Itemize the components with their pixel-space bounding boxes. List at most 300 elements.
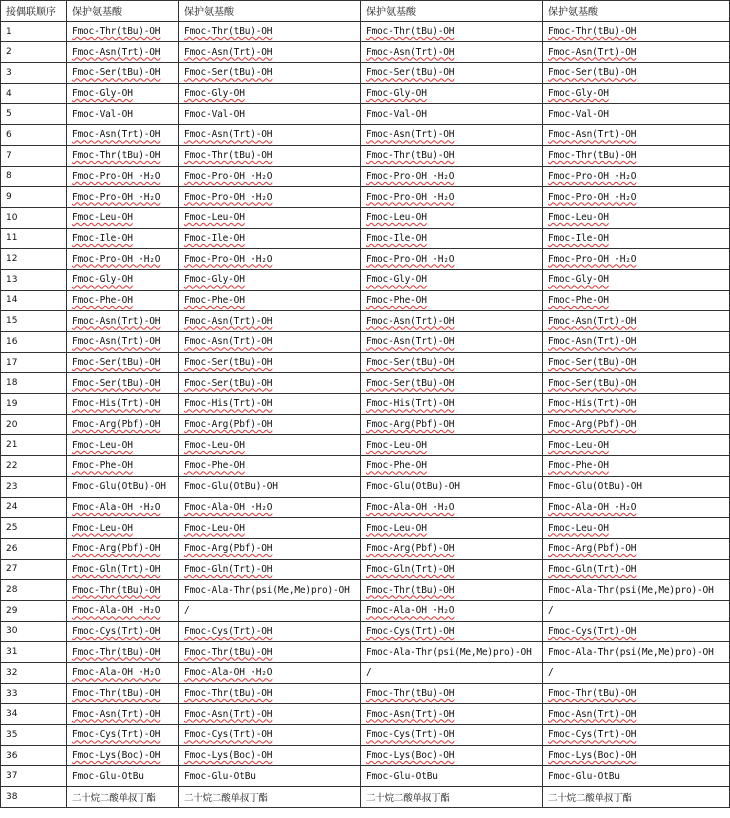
amino-acid-name: Fmoc-Arg(Pbf)-OH [366,543,455,555]
amino-acid-cell [67,125,179,146]
amino-acid-name: Fmoc-Ile-OH [72,232,133,244]
coupling-order-number: 14 [1,290,67,311]
amino-acid-name: Fmoc-Cys(Trt)-OH [366,729,455,741]
amino-acid-cell [543,518,730,539]
amino-acid-name: Fmoc-Ser(tBu)-OH [72,67,161,79]
amino-acid-cell [361,766,543,787]
table-row [1,104,730,125]
table-row [1,621,730,642]
amino-acid-name: Fmoc-Lys(Boc)-OH [548,750,637,762]
amino-acid-name: Fmoc-Arg(Pbf)-OH [184,419,273,431]
amino-acid-name: Fmoc-Gly-OH [548,88,609,100]
amino-acid-cell [543,394,730,415]
amino-acid-cell [179,83,361,104]
amino-acid-name: Fmoc-Gly-OH [548,274,609,286]
amino-acid-cell [361,538,543,559]
table-row [1,269,730,290]
coupling-order-number: 6 [1,125,67,146]
table-row [1,725,730,746]
amino-acid-name: Fmoc-Asn(Trt)-OH [184,708,273,720]
coupling-order-number: 35 [1,725,67,746]
amino-acid-cell [179,414,361,435]
amino-acid-name: 二十烷二酸单叔丁酯 [184,792,268,804]
amino-acid-name: Fmoc-Gln(Trt)-OH [548,563,637,575]
amino-acid-cell [179,42,361,63]
amino-acid-name: Fmoc-Ala-OH ·H₂O [72,667,161,679]
table-row [1,704,730,725]
amino-acid-cell [67,683,179,704]
amino-acid-cell [543,559,730,580]
amino-acid-name: Fmoc-Thr(tBu)-OH [366,26,455,38]
amino-acid-cell [67,269,179,290]
amino-acid-cell [543,663,730,684]
amino-acid-name: / [184,605,190,617]
amino-acid-cell [179,766,361,787]
amino-acid-cell [67,311,179,332]
amino-acid-cell [361,559,543,580]
amino-acid-name: Fmoc-Phe-OH [548,460,609,472]
amino-acid-cell [67,497,179,518]
amino-acid-cell [543,476,730,497]
amino-acid-cell [179,518,361,539]
amino-acid-cell [67,21,179,42]
amino-acid-cell [543,125,730,146]
amino-acid-cell [361,414,543,435]
amino-acid-cell [543,83,730,104]
amino-acid-name: Fmoc-Ser(tBu)-OH [184,67,273,79]
amino-acid-cell [67,663,179,684]
table-row [1,249,730,270]
amino-acid-name: Fmoc-Pro-OH ·H₂O [184,191,273,203]
amino-acid-name: Fmoc-Ala-OH ·H₂O [366,605,455,617]
amino-acid-name: Fmoc-Ser(tBu)-OH [184,377,273,389]
amino-acid-name: Fmoc-Ser(tBu)-OH [184,357,273,369]
table-row [1,21,730,42]
amino-acid-name: Fmoc-Phe-OH [184,294,245,306]
amino-acid-cell [67,704,179,725]
coupling-order-number: 17 [1,352,67,373]
amino-acid-name: Fmoc-Asn(Trt)-OH [548,336,637,348]
amino-acid-cell [543,766,730,787]
amino-acid-name: Fmoc-Thr(tBu)-OH [366,688,455,700]
amino-acid-name: Fmoc-Ala-OH ·H₂O [548,501,637,513]
amino-acid-cell [179,704,361,725]
table-row [1,745,730,766]
amino-acid-cell [543,332,730,353]
amino-acid-name: Fmoc-Ala-Thr(psi(Me,Me)pro)-OH [366,646,532,658]
coupling-order-number: 10 [1,207,67,228]
amino-acid-name: Fmoc-Ala-OH ·H₂O [184,501,273,513]
amino-acid-cell [67,518,179,539]
amino-acid-name: Fmoc-Asn(Trt)-OH [72,46,161,58]
amino-acid-name: / [548,605,554,617]
amino-acid-name: Fmoc-Thr(tBu)-OH [72,150,161,162]
amino-acid-cell [543,290,730,311]
amino-acid-cell [179,332,361,353]
table-row [1,42,730,63]
amino-acid-cell [179,663,361,684]
amino-acid-name: Fmoc-Pro-OH ·H₂O [366,191,455,203]
table-row [1,766,730,787]
amino-acid-cell [179,683,361,704]
amino-acid-cell [361,63,543,84]
amino-acid-cell [361,621,543,642]
amino-acid-cell [543,600,730,621]
amino-acid-name: Fmoc-Asn(Trt)-OH [184,129,273,141]
amino-acid-name: Fmoc-Asn(Trt)-OH [72,315,161,327]
amino-acid-name: Fmoc-Ala-OH ·H₂O [72,501,161,513]
coupling-order-number: 36 [1,745,67,766]
amino-acid-name: Fmoc-Asn(Trt)-OH [548,708,637,720]
amino-acid-name: Fmoc-Glu-OtBu [184,770,256,782]
amino-acid-name: Fmoc-Leu-OH [548,439,609,451]
amino-acid-cell [543,373,730,394]
amino-acid-cell [361,394,543,415]
amino-acid-name: Fmoc-Ile-OH [184,232,245,244]
amino-acid-name: Fmoc-Ser(tBu)-OH [548,357,637,369]
table-row [1,187,730,208]
table-row [1,414,730,435]
amino-acid-cell [67,538,179,559]
amino-acid-name: Fmoc-Glu(OtBu)-OH [548,481,642,493]
amino-acid-cell [361,83,543,104]
amino-acid-cell [543,725,730,746]
amino-acid-name: Fmoc-Ser(tBu)-OH [366,357,455,369]
amino-acid-name: Fmoc-Ser(tBu)-OH [548,67,637,79]
amino-acid-name: Fmoc-Thr(tBu)-OH [366,584,455,596]
amino-acid-name: Fmoc-Ser(tBu)-OH [72,377,161,389]
amino-acid-cell [67,187,179,208]
coupling-order-number: 32 [1,663,67,684]
amino-acid-cell [179,166,361,187]
table-row [1,228,730,249]
amino-acid-cell [361,663,543,684]
amino-acid-name: Fmoc-Asn(Trt)-OH [548,46,637,58]
amino-acid-cell [179,207,361,228]
amino-acid-cell [67,600,179,621]
amino-acid-name: Fmoc-Pro-OH ·H₂O [72,191,161,203]
amino-acid-cell [67,394,179,415]
amino-acid-cell [67,332,179,353]
amino-acid-cell [543,145,730,166]
amino-acid-name: Fmoc-Asn(Trt)-OH [72,336,161,348]
amino-acid-name: Fmoc-Cys(Trt)-OH [548,625,637,637]
amino-acid-name: Fmoc-Gly-OH [366,274,427,286]
amino-acid-cell [179,394,361,415]
amino-acid-cell [179,125,361,146]
amino-acid-name: Fmoc-Pro-OH ·H₂O [72,253,161,265]
amino-acid-name: Fmoc-Ser(tBu)-OH [366,377,455,389]
amino-acid-cell [543,621,730,642]
amino-acid-name: Fmoc-Arg(Pbf)-OH [548,419,637,431]
amino-acid-name: / [548,667,554,679]
amino-acid-cell [179,63,361,84]
amino-acid-cell [543,311,730,332]
amino-acid-cell [179,580,361,601]
amino-acid-name: Fmoc-Ala-Thr(psi(Me,Me)pro)-OH [548,584,714,596]
amino-acid-name: Fmoc-Arg(Pbf)-OH [366,419,455,431]
amino-acid-name: Fmoc-Thr(tBu)-OH [184,26,273,38]
amino-acid-cell [179,435,361,456]
amino-acid-name: Fmoc-Leu-OH [184,439,245,451]
amino-acid-cell [361,290,543,311]
amino-acid-cell [179,476,361,497]
amino-acid-name: Fmoc-Cys(Trt)-OH [72,625,161,637]
amino-acid-cell [67,145,179,166]
amino-acid-cell [67,559,179,580]
amino-acid-cell [67,621,179,642]
amino-acid-cell [361,228,543,249]
amino-acid-cell [67,207,179,228]
amino-acid-name: 二十烷二酸单叔丁酯 [366,792,450,804]
amino-acid-cell [361,435,543,456]
amino-acid-name: Fmoc-Leu-OH [548,212,609,224]
amino-acid-cell [179,621,361,642]
amino-acid-name: Fmoc-Arg(Pbf)-OH [548,543,637,555]
amino-acid-name: Fmoc-Leu-OH [72,212,133,224]
amino-acid-name: Fmoc-Asn(Trt)-OH [184,46,273,58]
amino-acid-cell [361,704,543,725]
amino-acid-cell [361,332,543,353]
amino-acid-cell [361,456,543,477]
amino-acid-cell [179,600,361,621]
header-row [1,1,730,22]
amino-acid-cell [543,207,730,228]
coupling-order-number: 3 [1,63,67,84]
coupling-order-number: 1 [1,21,67,42]
amino-acid-cell [361,187,543,208]
coupling-order-number: 24 [1,497,67,518]
amino-acid-cell [67,766,179,787]
amino-acid-cell [361,104,543,125]
amino-acid-name: Fmoc-Asn(Trt)-OH [366,336,455,348]
amino-acid-name: Fmoc-Val-OH [366,108,427,120]
amino-acid-cell [67,476,179,497]
header-protected-amino-acid-3: 保护氨基酸 [361,1,543,22]
amino-acid-cell [67,42,179,63]
table-row [1,600,730,621]
amino-acid-cell [179,538,361,559]
amino-acid-name: Fmoc-Ala-OH ·H₂O [72,605,161,617]
coupling-order-number: 27 [1,559,67,580]
amino-acid-name: Fmoc-Glu(OtBu)-OH [72,481,166,493]
amino-acid-cell [179,373,361,394]
amino-acid-cell [67,580,179,601]
amino-acid-cell [543,249,730,270]
amino-acid-name: Fmoc-Phe-OH [184,460,245,472]
amino-acid-name: Fmoc-Glu(OtBu)-OH [184,481,278,493]
amino-acid-name: Fmoc-Leu-OH [366,522,427,534]
amino-acid-cell [543,414,730,435]
amino-acid-name: Fmoc-Gln(Trt)-OH [366,563,455,575]
amino-acid-cell [179,269,361,290]
amino-acid-cell [543,269,730,290]
amino-acid-cell [179,249,361,270]
coupling-order-number: 8 [1,166,67,187]
amino-acid-cell [361,497,543,518]
amino-acid-cell [361,21,543,42]
amino-acid-cell [179,311,361,332]
amino-acid-name: Fmoc-Ala-Thr(psi(Me,Me)pro)-OH [184,584,350,596]
amino-acid-name: Fmoc-Asn(Trt)-OH [366,315,455,327]
amino-acid-name: Fmoc-Asn(Trt)-OH [72,708,161,720]
coupling-order-number: 31 [1,642,67,663]
amino-acid-name: Fmoc-Leu-OH [184,522,245,534]
amino-acid-cell [179,352,361,373]
table-row [1,538,730,559]
coupling-order-number: 5 [1,104,67,125]
amino-acid-cell [543,228,730,249]
amino-acid-cell [543,104,730,125]
table-row [1,332,730,353]
amino-acid-name: Fmoc-Ile-OH [366,232,427,244]
amino-acid-cell [179,456,361,477]
amino-acid-name: Fmoc-Leu-OH [548,522,609,534]
table-row [1,435,730,456]
amino-acid-name: Fmoc-Thr(tBu)-OH [184,688,273,700]
amino-acid-name: Fmoc-Glu-OtBu [72,770,144,782]
amino-acid-name: Fmoc-Glu-OtBu [548,770,620,782]
amino-acid-cell [543,497,730,518]
table-row [1,290,730,311]
table-row [1,559,730,580]
amino-acid-name: Fmoc-Leu-OH [72,439,133,451]
amino-acid-cell [543,456,730,477]
table-row [1,166,730,187]
amino-acid-name: Fmoc-Thr(tBu)-OH [72,688,161,700]
amino-acid-cell [543,704,730,725]
amino-acid-name: Fmoc-Val-OH [72,108,133,120]
amino-acid-cell [361,642,543,663]
amino-acid-cell [361,518,543,539]
amino-acid-name: Fmoc-Ile-OH [548,232,609,244]
table-row [1,642,730,663]
coupling-order-number: 4 [1,83,67,104]
amino-acid-cell [543,642,730,663]
coupling-order-number: 16 [1,332,67,353]
amino-acid-cell [543,352,730,373]
amino-acid-cell [361,787,543,808]
amino-acid-cell [67,249,179,270]
amino-acid-name: Fmoc-Asn(Trt)-OH [184,315,273,327]
amino-acid-name: Fmoc-Thr(tBu)-OH [72,584,161,596]
amino-acid-cell [543,745,730,766]
amino-acid-cell [67,166,179,187]
amino-acid-cell [67,435,179,456]
amino-acid-name: Fmoc-Cys(Trt)-OH [366,625,455,637]
coupling-order-number: 19 [1,394,67,415]
table-row [1,63,730,84]
amino-acid-name: Fmoc-Lys(Boc)-OH [366,750,455,762]
table-header [1,1,730,22]
table-row [1,145,730,166]
amino-acid-cell [179,187,361,208]
table-row [1,394,730,415]
amino-acid-cell [361,166,543,187]
amino-acid-name: Fmoc-Cys(Trt)-OH [184,625,273,637]
amino-acid-cell [179,145,361,166]
amino-acid-cell [361,207,543,228]
amino-acid-cell [67,290,179,311]
amino-acid-cell [543,166,730,187]
amino-acid-name: Fmoc-His(Trt)-OH [366,398,455,410]
amino-acid-name: Fmoc-Ala-OH ·H₂O [366,501,455,513]
table-row [1,311,730,332]
coupling-order-number: 25 [1,518,67,539]
amino-acid-name: Fmoc-Phe-OH [72,294,133,306]
amino-acid-name: 二十烷二酸单叔丁酯 [72,792,156,804]
amino-acid-cell [67,83,179,104]
amino-acid-name: Fmoc-Gln(Trt)-OH [72,563,161,575]
amino-acid-cell [179,228,361,249]
amino-acid-name: Fmoc-Asn(Trt)-OH [184,336,273,348]
amino-acid-name: Fmoc-Pro-OH ·H₂O [366,170,455,182]
amino-acid-name: Fmoc-Glu(OtBu)-OH [366,481,460,493]
amino-acid-name: Fmoc-His(Trt)-OH [184,398,273,410]
coupling-order-number: 2 [1,42,67,63]
coupling-order-number: 13 [1,269,67,290]
amino-acid-cell [179,497,361,518]
amino-acid-cell [179,559,361,580]
amino-acid-name: Fmoc-Gly-OH [72,274,133,286]
coupling-order-number: 11 [1,228,67,249]
amino-acid-name: Fmoc-Lys(Boc)-OH [72,750,161,762]
amino-acid-name: 二十烷二酸单叔丁酯 [548,792,632,804]
amino-acid-cell [543,580,730,601]
table-body [1,21,730,807]
header-coupling-order: 接偶联顺序 [1,1,67,22]
coupling-order-number: 28 [1,580,67,601]
amino-acid-name: Fmoc-Gly-OH [184,88,245,100]
amino-acid-name: Fmoc-Cys(Trt)-OH [184,729,273,741]
amino-acid-cell [179,104,361,125]
header-protected-amino-acid-4: 保护氨基酸 [543,1,730,22]
coupling-order-number: 34 [1,704,67,725]
amino-acid-name: Fmoc-Gly-OH [72,88,133,100]
coupling-order-number: 15 [1,311,67,332]
table-row [1,663,730,684]
amino-acid-name: Fmoc-Thr(tBu)-OH [184,150,273,162]
amino-acid-name: Fmoc-Ser(tBu)-OH [548,377,637,389]
amino-acid-cell [361,125,543,146]
amino-acid-name: Fmoc-Thr(tBu)-OH [72,646,161,658]
coupling-order-number: 29 [1,600,67,621]
amino-acid-name: Fmoc-Ala-OH ·H₂O [184,667,273,679]
amino-acid-name: Fmoc-Thr(tBu)-OH [184,646,273,658]
amino-acid-name: Fmoc-Leu-OH [366,439,427,451]
amino-acid-cell [179,290,361,311]
amino-acid-cell [67,352,179,373]
amino-acid-name: Fmoc-Pro-OH ·H₂O [366,253,455,265]
table-row [1,518,730,539]
amino-acid-cell [67,104,179,125]
amino-acid-name: Fmoc-Phe-OH [366,294,427,306]
amino-acid-name: Fmoc-Arg(Pbf)-OH [72,419,161,431]
amino-acid-name: Fmoc-Thr(tBu)-OH [366,150,455,162]
amino-acid-name: Fmoc-Leu-OH [184,212,245,224]
amino-acid-cell [361,683,543,704]
amino-acid-cell [67,63,179,84]
amino-acid-cell [67,725,179,746]
amino-acid-cell [179,787,361,808]
amino-acid-cell [67,745,179,766]
amino-acid-name: Fmoc-Pro-OH ·H₂O [548,191,637,203]
amino-acid-name: Fmoc-Thr(tBu)-OH [548,150,637,162]
table-row [1,456,730,477]
amino-acid-cell [543,187,730,208]
coupling-order-number: 23 [1,476,67,497]
amino-acid-cell [179,725,361,746]
